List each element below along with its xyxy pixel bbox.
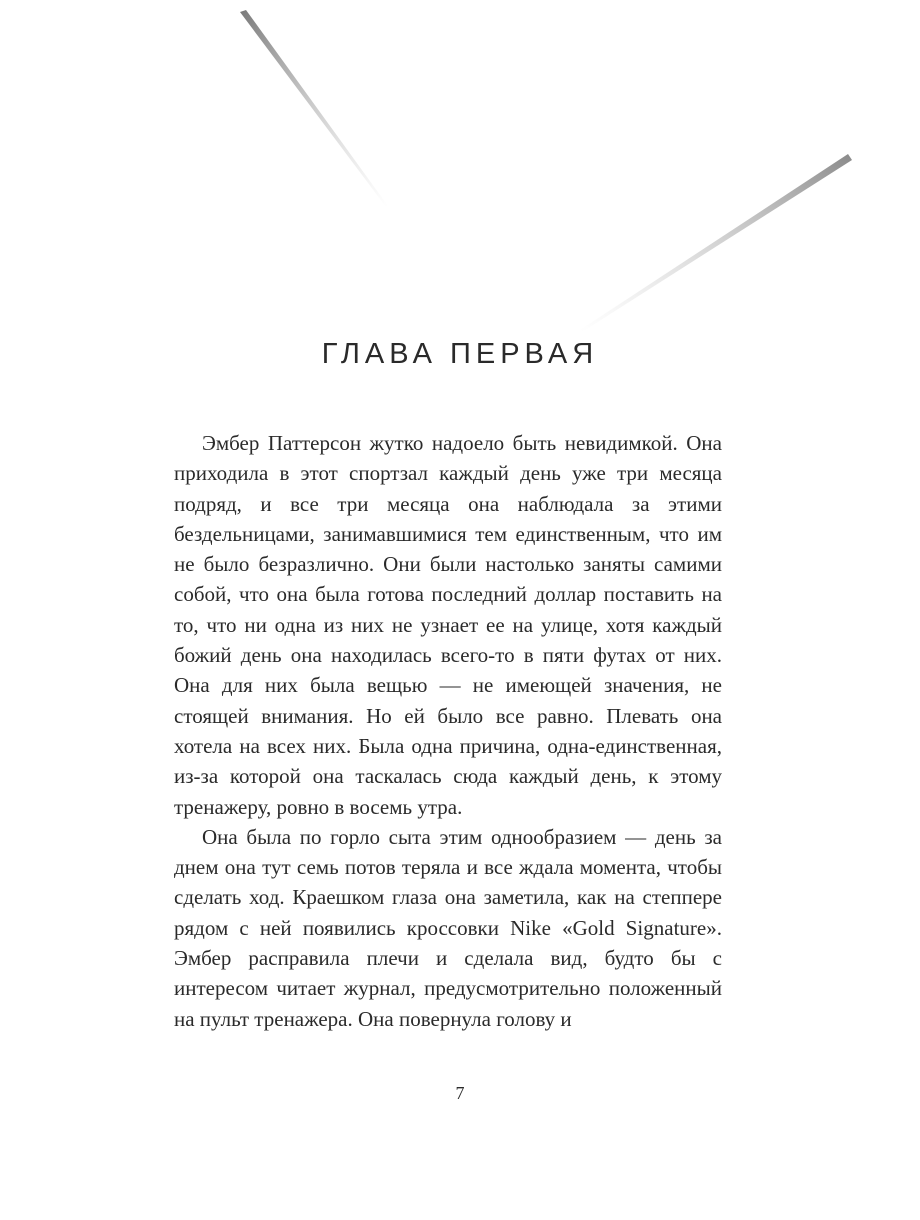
light-ray-left (240, 10, 388, 207)
page-number: 7 (455, 1083, 465, 1103)
paragraph: Она была по горло сыта этим однообразием — день за днем она тут семь потов теряла и все ждала момента, чтобы сделать ход. Краешком глаза она заметила, как на степпере рядом с ней появились кроссовки Nike «Gold Signature». Эмбер расправила плечи и сделала вид, будто бы с интересом читает журнал, предусмотрительно положенный на пульт тренажера. Она повернула голову и (174, 824, 722, 1031)
paragraph: Эмбер Паттерсон жутко надоело быть невидимкой. Она приходила в этот спортзал каждый день уже три месяца подряд, и все три месяца она наблюдала за этими бездельницами, занимавшимися тем единственным, что им не было безразлично. Они были настолько заняты самими собой, что она была готова последний доллар поставить на то, что ни одна из них не узнает ее на улице, хотя каждый божий день она находилась всего-то в пяти футах от них. Она для них была вещью — не имеющей значения, не стоящей внимания. Но ей было все равно. Плевать она хотела на всех них. Была одна причина, одна-единственная, из-за которой она таскалась сюда каждый день, к этому тренажеру, ровно в восемь утра. (174, 431, 722, 819)
light-ray-right (580, 154, 852, 332)
chapter-title: ГЛАВА ПЕРВАЯ (321, 338, 599, 370)
body-text (174, 428, 722, 1034)
decorative-light-rays (0, 0, 920, 360)
